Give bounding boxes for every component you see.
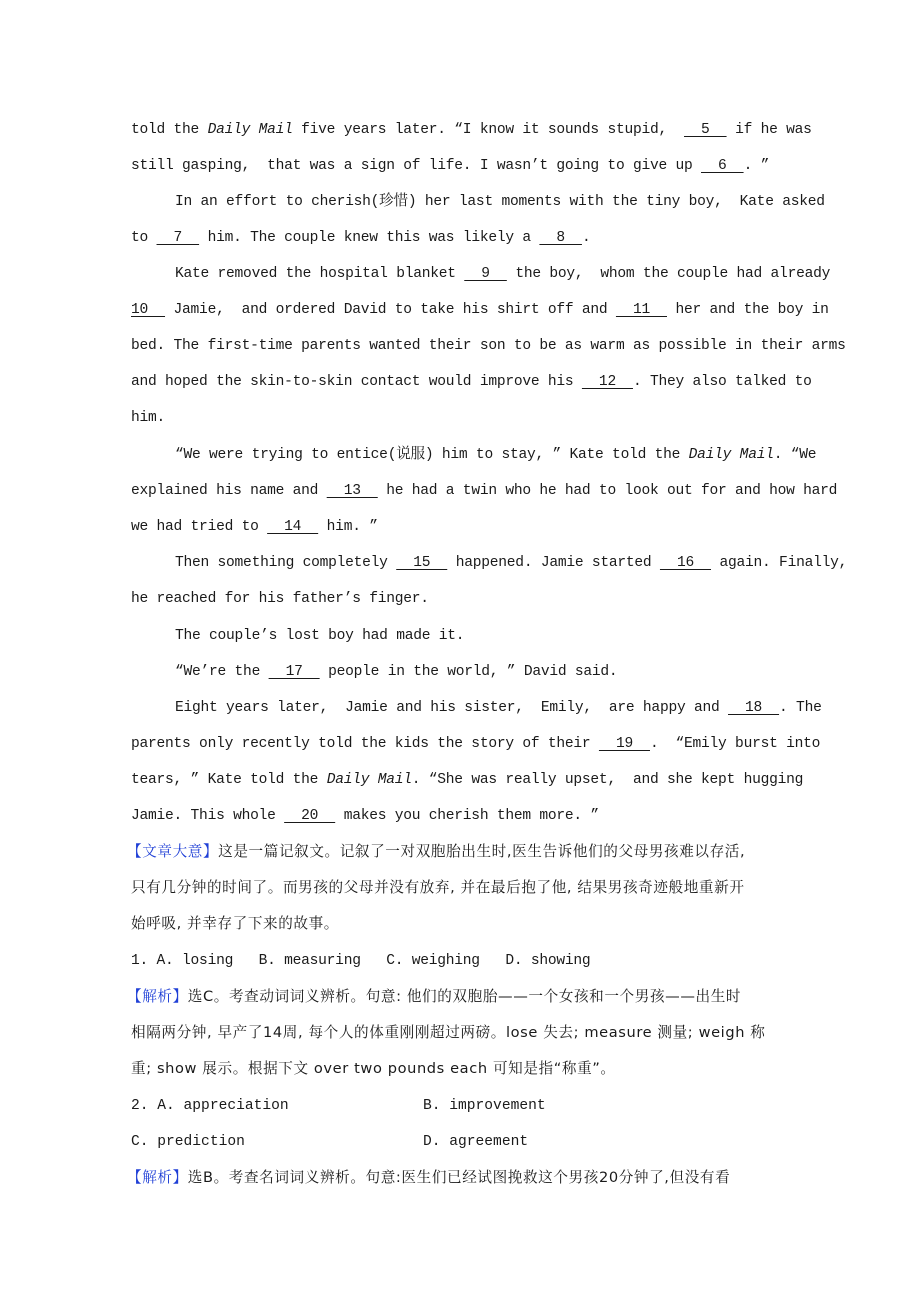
passage-line: him. (131, 410, 166, 426)
passage-line: “We were trying to entice(说服) him to stay, ” Kate told the Daily Mail. “We (175, 447, 817, 463)
passage-line: “We’re the 17 people in the world, ” David said. (175, 664, 618, 680)
question-2-option-a: 2. A. appreciation (131, 1098, 289, 1114)
passage-line: told the Daily Mail five years later. “I know it sounds stupid, 5 if he was (131, 122, 812, 138)
question-2-option-d: D. agreement (423, 1134, 529, 1150)
question-2-option-c: C. prediction (131, 1134, 245, 1150)
blank-9: 9 (464, 266, 507, 282)
passage-line: Eight years later, Jamie and his sister, Emily, are happy and 18 . The (175, 700, 822, 716)
question-1-options: 1. A. losing B. measuring C. weighing D. showing (131, 953, 591, 969)
passage-line: Kate removed the hospital blanket 9 the boy, whom the couple had already (175, 266, 831, 282)
passage-line: explained his name and 13 he had a twin who he had to look out for and how hard (131, 483, 838, 499)
question-2-option-b: B. improvement (423, 1098, 546, 1114)
passage-line: tears, ” Kate told the Daily Mail. “She was really upset, and she kept hugging (131, 772, 804, 788)
blank-12: 12 (581, 374, 633, 390)
passage-line: he reached for his father’s finger. (131, 591, 429, 607)
passage-line: Then something completely 15 happened. Jamie started 16 again. Finally, (175, 555, 848, 571)
summary-tag: 【文章大意】 (127, 843, 219, 860)
analysis-line: 重; show 展示。根据下文 over two pounds each 可知是指“称重”。 (131, 1060, 616, 1077)
summary-line: 始呼吸, 并幸存了下来的故事。 (131, 915, 339, 932)
blank-7: 7 (156, 230, 200, 246)
blank-8: 8 (539, 230, 582, 246)
analysis-tag: 【解析】 (127, 988, 188, 1005)
passage-line: 10 Jamie, and ordered David to take his shirt off and 11 her and the boy in (131, 302, 829, 318)
passage-line: still gasping, that was a sign of life. I wasn’t going to give up 6 . ” (131, 158, 770, 174)
blank-17: 17 (268, 664, 320, 680)
blank-10: 10 (131, 302, 166, 318)
blank-20: 20 (284, 808, 336, 824)
analysis-line: 【解析】选C。考查动词词义辨析。句意: 他们的双胞胎——一个女孩和一个男孩——出生时 (127, 988, 742, 1005)
analysis-line: 相隔两分钟, 早产了14周, 每个人的体重刚刚超过两磅。lose 失去; measure 测量; weigh 称 (131, 1024, 766, 1041)
analysis-tag: 【解析】 (127, 1169, 188, 1186)
blank-18: 18 (728, 700, 780, 716)
blank-15: 15 (396, 555, 448, 571)
summary-line: 只有几分钟的时间了。而男孩的父母并没有放弃, 并在最后抱了他, 结果男孩奇迹般地重新开 (131, 879, 745, 896)
blank-14: 14 (267, 519, 319, 535)
blank-5: 5 (684, 122, 727, 138)
passage-line: we had tried to 14 him. ” (131, 519, 378, 535)
blank-16: 16 (659, 555, 711, 571)
blank-6: 6 (701, 158, 744, 174)
summary-line: 【文章大意】这是一篇记叙文。记叙了一对双胞胎出生时,医生告诉他们的父母男孩难以存活, (127, 843, 746, 860)
passage-line: to 7 him. The couple knew this was likely a 8 . (131, 230, 591, 246)
blank-13: 13 (326, 483, 378, 499)
passage-line: parents only recently told the kids the story of their 19 . “Emily burst into (131, 736, 821, 752)
analysis-line: 【解析】选B。考查名词词义辨析。句意:医生们已经试图挽救这个男孩20分钟了,但没有看 (127, 1169, 731, 1186)
passage-line: In an effort to cherish(珍惜) her last moments with the tiny boy, Kate asked (175, 194, 825, 210)
passage-line: bed. The first-time parents wanted their son to be as warm as possible in their arms (131, 338, 846, 354)
passage-line: and hoped the skin-to-skin contact would improve his 12 . They also talked to (131, 374, 812, 390)
passage-line: The couple’s lost boy had made it. (175, 628, 465, 644)
blank-19: 19 (598, 736, 650, 752)
blank-11: 11 (615, 302, 667, 318)
passage-line: Jamie. This whole 20 makes you cherish them more. ” (131, 808, 599, 824)
